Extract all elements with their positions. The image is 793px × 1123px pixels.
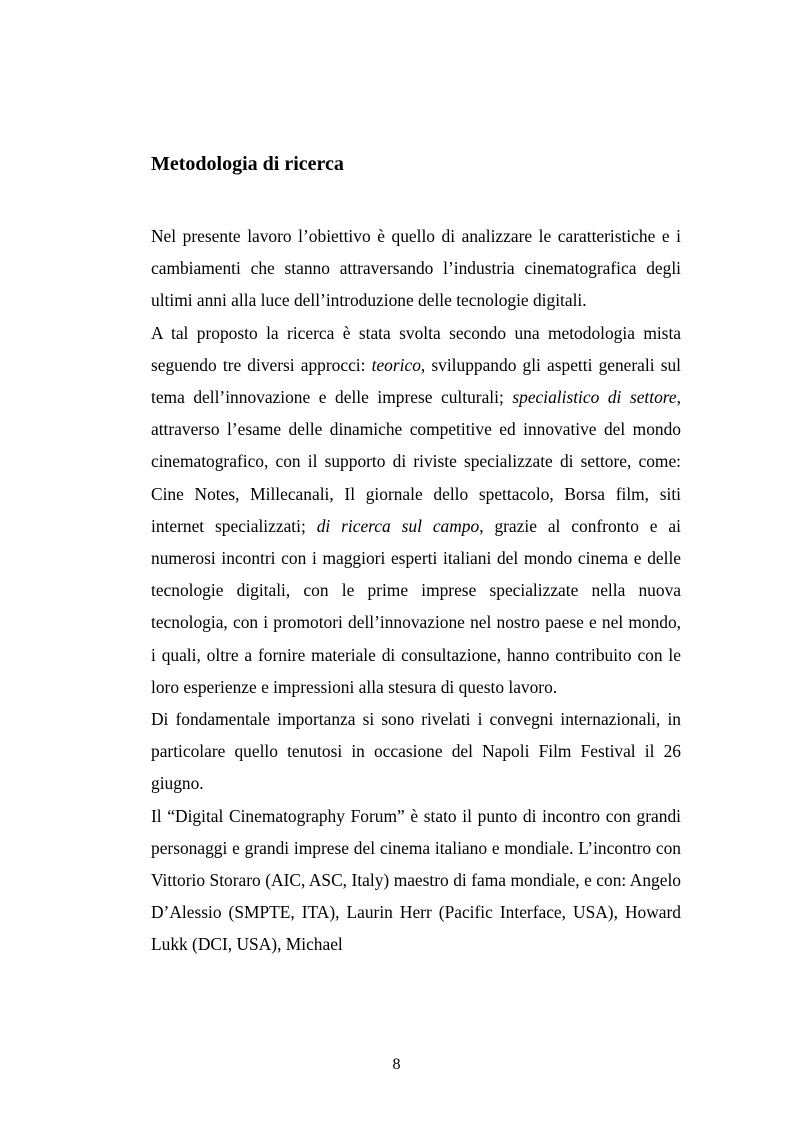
paragraph <box>151 317 681 703</box>
paragraph <box>151 703 681 800</box>
italic-term: teorico <box>371 354 421 375</box>
page-number: 8 <box>392 1056 401 1073</box>
paragraph <box>151 800 681 961</box>
text-segment: , attraverso l’esame delle dinamiche competitive ed innovative del mondo cinematografico, con il supporto di riviste specializzate di settore, come: Cine Notes, Millecanali, Il giornale dello spettacolo, Borsa film, siti internet specializzati; <box>151 387 681 536</box>
italic-term: di ricerca sul campo <box>316 515 480 536</box>
section-heading: Metodologia di ricerca <box>151 153 344 175</box>
text-segment: , grazie al confronto e ai numerosi incontri con i maggiori esperti italiani del mondo cinema e delle tecnologie digitali, con le prime imprese specializzate nella nuova tecnologia, con i promotori dell’innovazione nel nostro paese e nel mondo, i quali, oltre a fornire materiale di consultazione, hanno contribuito con le loro esperienze e impressioni alla stesura di questo lavoro. <box>151 515 681 697</box>
text-segment: Nel presente lavoro l’obiettivo è quello di analizzare le caratteristiche e i cambiamenti che stanno attraversando l’industria cinematografica degli ultimi anni alla luce dell’introduzione delle tecnologie digitali. <box>151 226 681 311</box>
italic-term: specialistico di settore <box>512 387 677 408</box>
paragraph <box>151 220 681 317</box>
text-segment: Il “Digital Cinematography Forum” è stato il punto di incontro con grandi personaggi e grandi imprese del cinema italiano e mondiale. L’incontro con Vittorio Storaro (AIC, ASC, Italy) maestro di fama mondiale, e con: Angelo D’Alessio (SMPTE, ITA), Laurin Herr (Pacific Interface, USA), Howard Lukk (DCI, USA), Michael <box>151 805 681 955</box>
text-segment: Di fondamentale importanza si sono rivelati i convegni internazionali, in particolare quello tenutosi in occasione del Napoli Film Festival il 26 giugno. <box>151 709 681 794</box>
body-text <box>151 220 681 961</box>
text-segment: A tal proposto la ricerca è stata svolta secondo una metodologia mista seguendo tre diversi approcci: <box>151 322 681 375</box>
text-segment: , sviluppando gli aspetti generali sul tema dell’innovazione e delle imprese culturali; <box>151 354 682 408</box>
